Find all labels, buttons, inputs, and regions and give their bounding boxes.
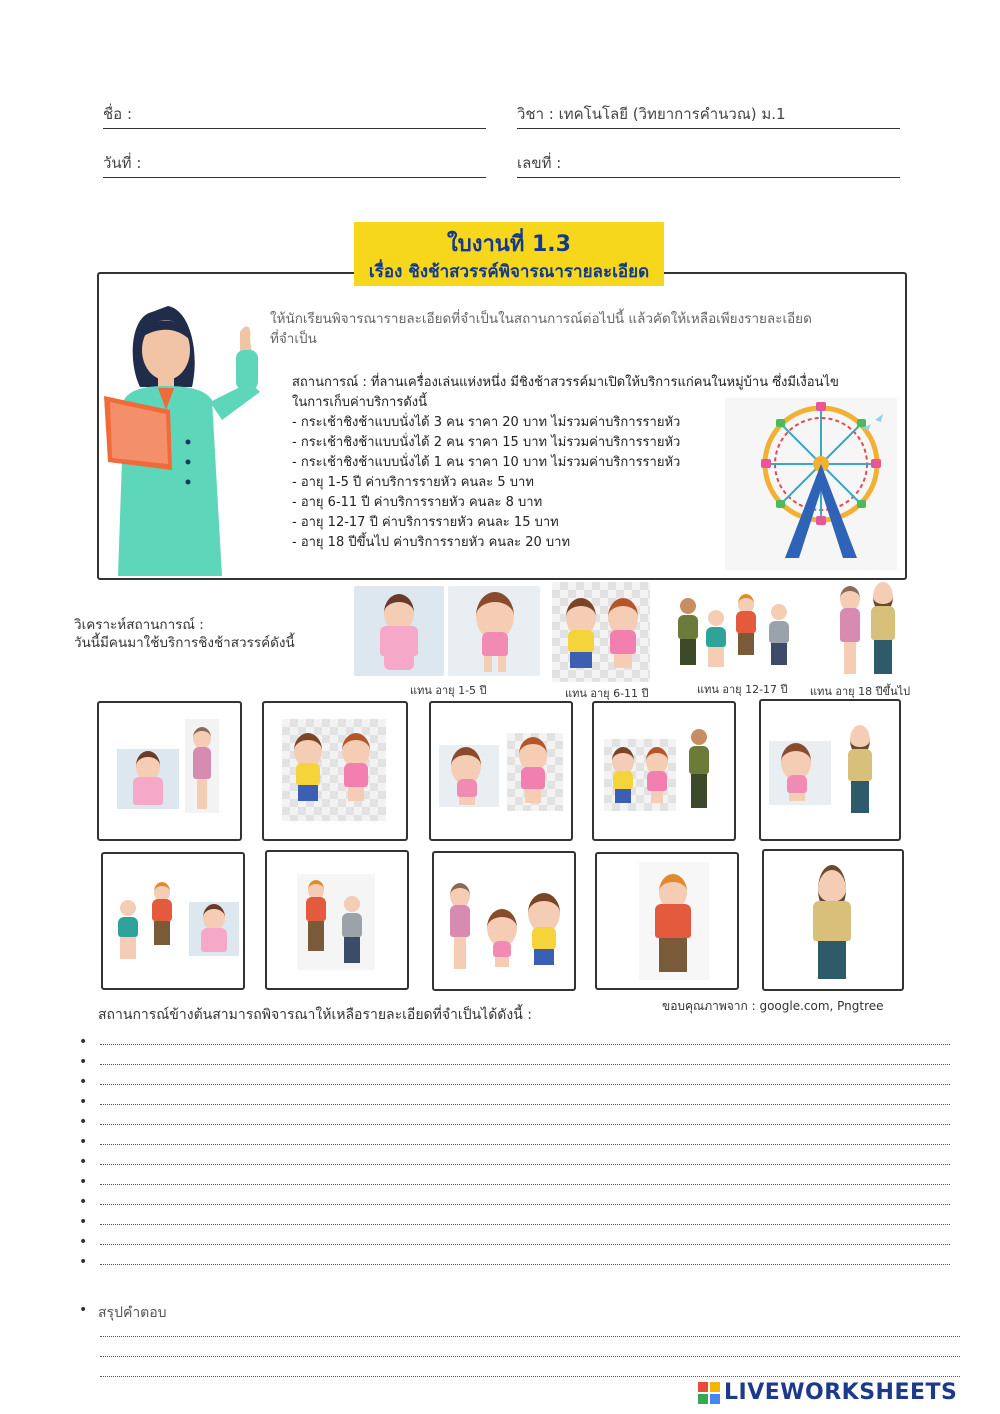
- answer-line[interactable]: [100, 1264, 950, 1265]
- bullet: •: [79, 1054, 88, 1070]
- analysis-label: [74, 616, 295, 652]
- bullet: •: [79, 1214, 88, 1230]
- rule-item: - กระเช้าชิงช้าแบบนั่งได้ 3 คน ราคา 20 บาท ไม่รวมค่าบริการรายหัว: [292, 415, 681, 430]
- rule-item: - กระเช้าชิงช้าแบบนั่งได้ 2 คน ราคา 15 บาท ไม่รวมค่าบริการรายหัว: [292, 435, 681, 450]
- number-field[interactable]: [517, 177, 900, 178]
- answer-line[interactable]: [100, 1164, 950, 1165]
- kids-legend-image: [552, 582, 650, 682]
- rule-item: - อายุ 12-17 ปี ค่าบริการรายหัว คนละ 15 บาท: [292, 515, 559, 530]
- answer-line[interactable]: [100, 1244, 950, 1245]
- pricing-rules: [292, 413, 680, 553]
- cabin-card[interactable]: [265, 850, 409, 990]
- bullet: •: [79, 1194, 88, 1210]
- answer-line[interactable]: [100, 1104, 950, 1105]
- bullet: •: [79, 1254, 88, 1270]
- bullet: •: [79, 1114, 88, 1130]
- cabin-card[interactable]: [432, 851, 576, 991]
- analysis-subtitle: วันนี้มีคนมาใช้บริการชิงช้าสวรรค์ดังนี้: [74, 635, 295, 651]
- cabin-card[interactable]: [97, 701, 242, 841]
- answer-line[interactable]: [100, 1204, 950, 1205]
- bullet: •: [79, 1234, 88, 1250]
- conclusion-line[interactable]: [100, 1376, 960, 1377]
- bullet: •: [79, 1034, 88, 1050]
- subject-label: วิชา : เทคโนโลยี (วิทยาการคำนวณ) ม.1: [517, 105, 786, 123]
- conclusion-line[interactable]: [100, 1336, 960, 1337]
- rule-item: - อายุ 18 ปีขึ้นไป ค่าบริการรายหัว คนละ 20 บาท: [292, 535, 571, 550]
- legend-caption-age-18-up: แทน อายุ 18 ปีขึ้นไป: [810, 685, 911, 698]
- analysis-title: วิเคราะห์สถานการณ์ :: [74, 617, 204, 633]
- cabin-card[interactable]: [762, 849, 904, 991]
- girl-legend-image: [448, 586, 540, 676]
- bullet: •: [79, 1154, 88, 1170]
- teacher-illustration: [100, 292, 280, 576]
- cabin-card[interactable]: [592, 701, 736, 841]
- ferris-wheel-illustration: [725, 398, 897, 570]
- answer-line[interactable]: [100, 1144, 950, 1145]
- instruction-text: ให้นักเรียนพิจารณารายละเอียดที่จำเป็นในสถานการณ์ต่อไปนี้ แล้วคัดให้เหลือเพียงรายละเอียดที่จำเป็น: [270, 311, 812, 347]
- bullet: •: [79, 1074, 88, 1090]
- cabin-card[interactable]: [759, 699, 901, 841]
- cabin-card[interactable]: [101, 852, 245, 990]
- legend-caption-age-12-17: แทน อายุ 12-17 ปี: [697, 683, 788, 696]
- rule-item: - อายุ 1-5 ปี ค่าบริการรายหัว คนละ 5 บาท: [292, 475, 534, 490]
- answer-line[interactable]: [100, 1124, 950, 1125]
- date-label: วันที่ :: [103, 154, 142, 172]
- rule-item: - กระเช้าชิงช้าแบบนั่งได้ 1 คน ราคา 10 บาท ไม่รวมค่าบริการรายหัว: [292, 455, 681, 470]
- cabin-card[interactable]: [429, 701, 573, 841]
- legend-caption-age-6-11: แทน อายุ 6-11 ปี: [565, 687, 649, 700]
- answer-line[interactable]: [100, 1184, 950, 1185]
- answer-line[interactable]: [100, 1064, 950, 1065]
- bullet: •: [79, 1134, 88, 1150]
- teens-legend-image: [671, 586, 797, 678]
- bullet: •: [79, 1302, 88, 1318]
- bullet: •: [79, 1174, 88, 1190]
- answer-line[interactable]: [100, 1224, 950, 1225]
- cabin-card[interactable]: [262, 701, 408, 841]
- name-field[interactable]: [103, 128, 486, 129]
- scenario-text: สถานการณ์ : ที่ลานเครื่องเล่นแห่งหนึ่ง มีชิงช้าสวรรค์มาเปิดให้บริการแก่คนในหมู่บ้าน ซึ่งมีเงื่อนไขในการเก็บค่าบริการดังนี้: [292, 375, 839, 410]
- number-label: เลขที่ :: [517, 154, 562, 172]
- subject-line: [517, 128, 900, 129]
- adults-legend-image: [810, 580, 916, 678]
- worksheet-title: ใบงานที่ 1.3: [447, 232, 571, 257]
- legend-caption-age-1-5: แทน อายุ 1-5 ปี: [410, 684, 487, 697]
- answer-line[interactable]: [100, 1084, 950, 1085]
- liveworksheets-logo-icon: [698, 1382, 720, 1406]
- baby-legend-image: [354, 586, 444, 676]
- conclusion-label: สรุปคำตอบ: [98, 1305, 167, 1321]
- summary-question: สถานการณ์ข้างต้นสามารถพิจารณาให้เหลือรายละเอียดที่จำเป็นได้ดังนี้ :: [98, 1007, 532, 1023]
- bullet: •: [79, 1094, 88, 1110]
- rule-item: - อายุ 6-11 ปี ค่าบริการรายหัว คนละ 8 บาท: [292, 495, 543, 510]
- worksheet-subtitle: เรื่อง ชิงช้าสวรรค์พิจารณารายละเอียด: [368, 262, 650, 282]
- conclusion-line[interactable]: [100, 1356, 960, 1357]
- name-label: ชื่อ :: [103, 105, 133, 123]
- image-credit: ขอบคุณภาพจาก : google.com, Pngtree: [662, 999, 884, 1013]
- date-field[interactable]: [103, 177, 486, 178]
- liveworksheets-brand: LIVEWORKSHEETS: [724, 1380, 958, 1405]
- answer-line[interactable]: [100, 1044, 950, 1045]
- cabin-card[interactable]: [595, 852, 739, 990]
